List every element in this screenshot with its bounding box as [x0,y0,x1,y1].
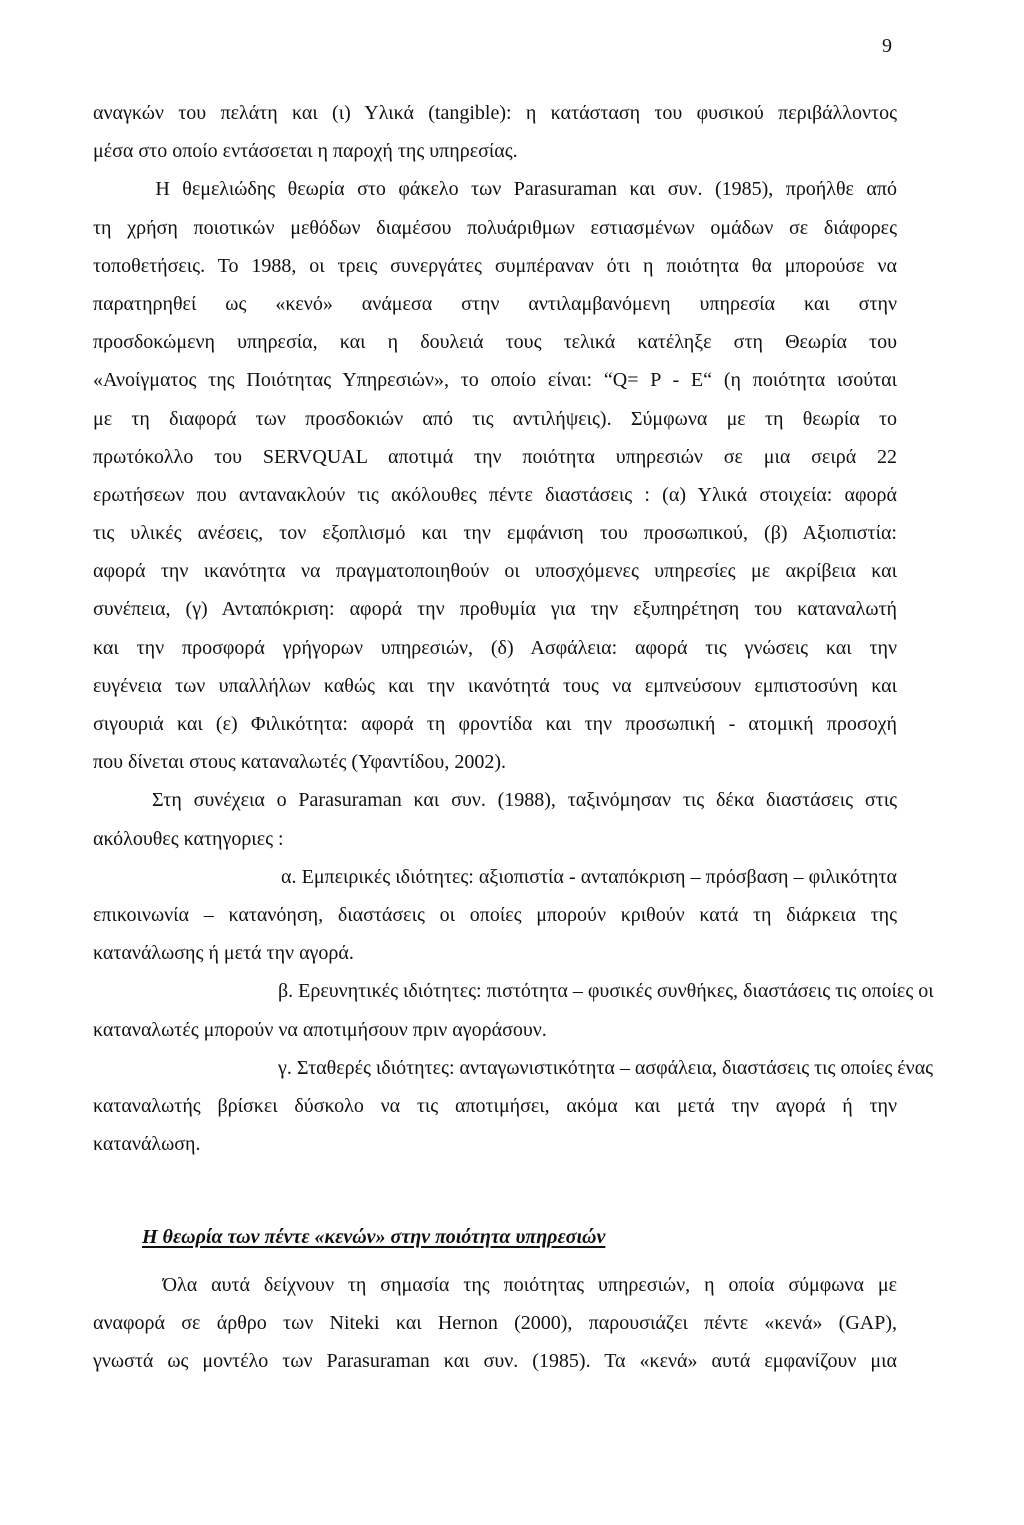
text-line: α. Εμπειρικές ιδιότητες: αξιοπιστία - ανταπόκριση – πρόσβαση – φιλικότητα [93,865,897,888]
text-line: που δίνεται στους καταναλωτές (Υφαντίδου, 2002). [93,751,506,774]
text-line: σιγουριά και (ε) Φιλικότητα: αφορά τη φροντίδα και την προσωπική - ατομική προσοχή [93,713,897,735]
text-line: προσδοκώμενη υπηρεσία, και η δουλειά τους τελικά κατέληξε στη Θεωρία του [93,331,897,354]
text-line: κατανάλωσης ή μετά την αγορά. [93,942,354,965]
text-line: αφορά την ικανότητα να πραγματοποιηθούν οι υποσχόμενες υπηρεσίες με ακρίβεια και [93,560,897,583]
text-line: Στη συνέχεια ο Parasuraman και συν. (1988), ταξινόμησαν τις δέκα διαστάσεις στις [93,789,897,812]
text-line: γνωστά ως μοντέλο των Parasuraman και συν. (1985). Τα «κενά» αυτά εμφανίζουν μια [93,1350,897,1373]
text-line: παρατηρηθεί ως «κενό» ανάμεσα στην αντιλαμβανόμενη υπηρεσία και στην [93,292,897,315]
text-line: αναγκών του πελάτη και (ι) Υλικά (tangible): η κατάσταση του φυσικού περιβάλλοντος [93,102,897,124]
text-line: καταναλωτής βρίσκει δύσκολο να τις αποτιμήσει, ακόμα και μετά την αγορά ή την [93,1094,897,1117]
text-line: Όλα αυτά δείχνουν τη σημασία της ποιότητας υπηρεσιών, η οποία σύμφωνα με [93,1274,897,1296]
text-line: επικοινωνία – κατανόηση, διαστάσεις οι οποίες μπορούν κριθούν κατά τη διάρκεια της [93,903,897,926]
text-line: συνέπεια, (γ) Ανταπόκριση: αφορά την προθυμία για την εξυπηρέτηση του καταναλωτή [93,598,897,621]
section-heading: Η θεωρία των πέντε «κενών» στην ποιότητα υπηρεσιών [142,1226,606,1248]
text-line: με τη διαφορά των προσδοκιών από τις αντιλήψεις). Σύμφωνα με τη θεωρία το [93,407,897,430]
text-line: καταναλωτές μπορούν να αποτιμήσουν πριν αγοράσουν. [93,1018,547,1041]
text-line: β. Ερευνητικές ιδιότητες: πιστότητα – φυσικές συνθήκες, διαστάσεις τις οποίες οι [93,980,934,1003]
text-line: Η θεμελιώδης θεωρία στο φάκελο των Parasuraman και συν. (1985), προήλθε από [93,178,897,201]
text-line: μέσα στο οποίο εντάσσεται η παροχή της υπηρεσίας. [93,140,518,163]
text-line: τις υλικές ανέσεις, τον εξοπλισμό και την εμφάνιση του προσωπικού, (β) Αξιοπιστία: [93,522,897,545]
text-line: τοποθετήσεις. Το 1988, οι τρεις συνεργάτες συμπέραναν ότι η ποιότητα θα μπορούσε να [93,254,897,277]
text-line: και την προσφορά γρήγορων υπηρεσιών, (δ) Ασφάλεια: αφορά τις γνώσεις και την [93,636,897,659]
text-line: κατανάλωση. [93,1133,201,1156]
text-line: πρωτόκολλο του SERVQUAL αποτιμά την ποιότητα υπηρεσιών σε μια σειρά 22 [93,445,897,468]
text-line: γ. Σταθερές ιδιότητες: ανταγωνιστικότητα – ασφάλεια, διαστάσεις τις οποίες ένας [93,1056,934,1079]
body-text [93,94,934,1163]
text-line: τη χρήση ποιοτικών μεθόδων διαμέσου πολυάριθμων εστιασμένων ομάδων σε διάφορες [93,216,897,239]
text-line: ευγένεια των υπαλλήλων καθώς και την ικανότητά τους να εμπνεύσουν εμπιστοσύνη και [93,674,897,697]
text-line: ακόλουθες κατηγοριες : [93,827,284,850]
body-text [93,1266,897,1381]
text-line: ερωτήσεων που αντανακλούν τις ακόλουθες πέντε διαστάσεις : (α) Υλικά στοιχεία: αφορά [93,483,897,506]
page-number: 9 [882,35,892,57]
text-line: αναφορά σε άρθρο των Niteki και Hernon (2000), παρουσιάζει πέντε «κενά» (GAP), [93,1312,897,1335]
text-line: «Ανοίγματος της Ποιότητας Υπηρεσιών», το οποίο είναι: “Q= P - E“ (η ποιότητα ισούται [93,369,897,392]
